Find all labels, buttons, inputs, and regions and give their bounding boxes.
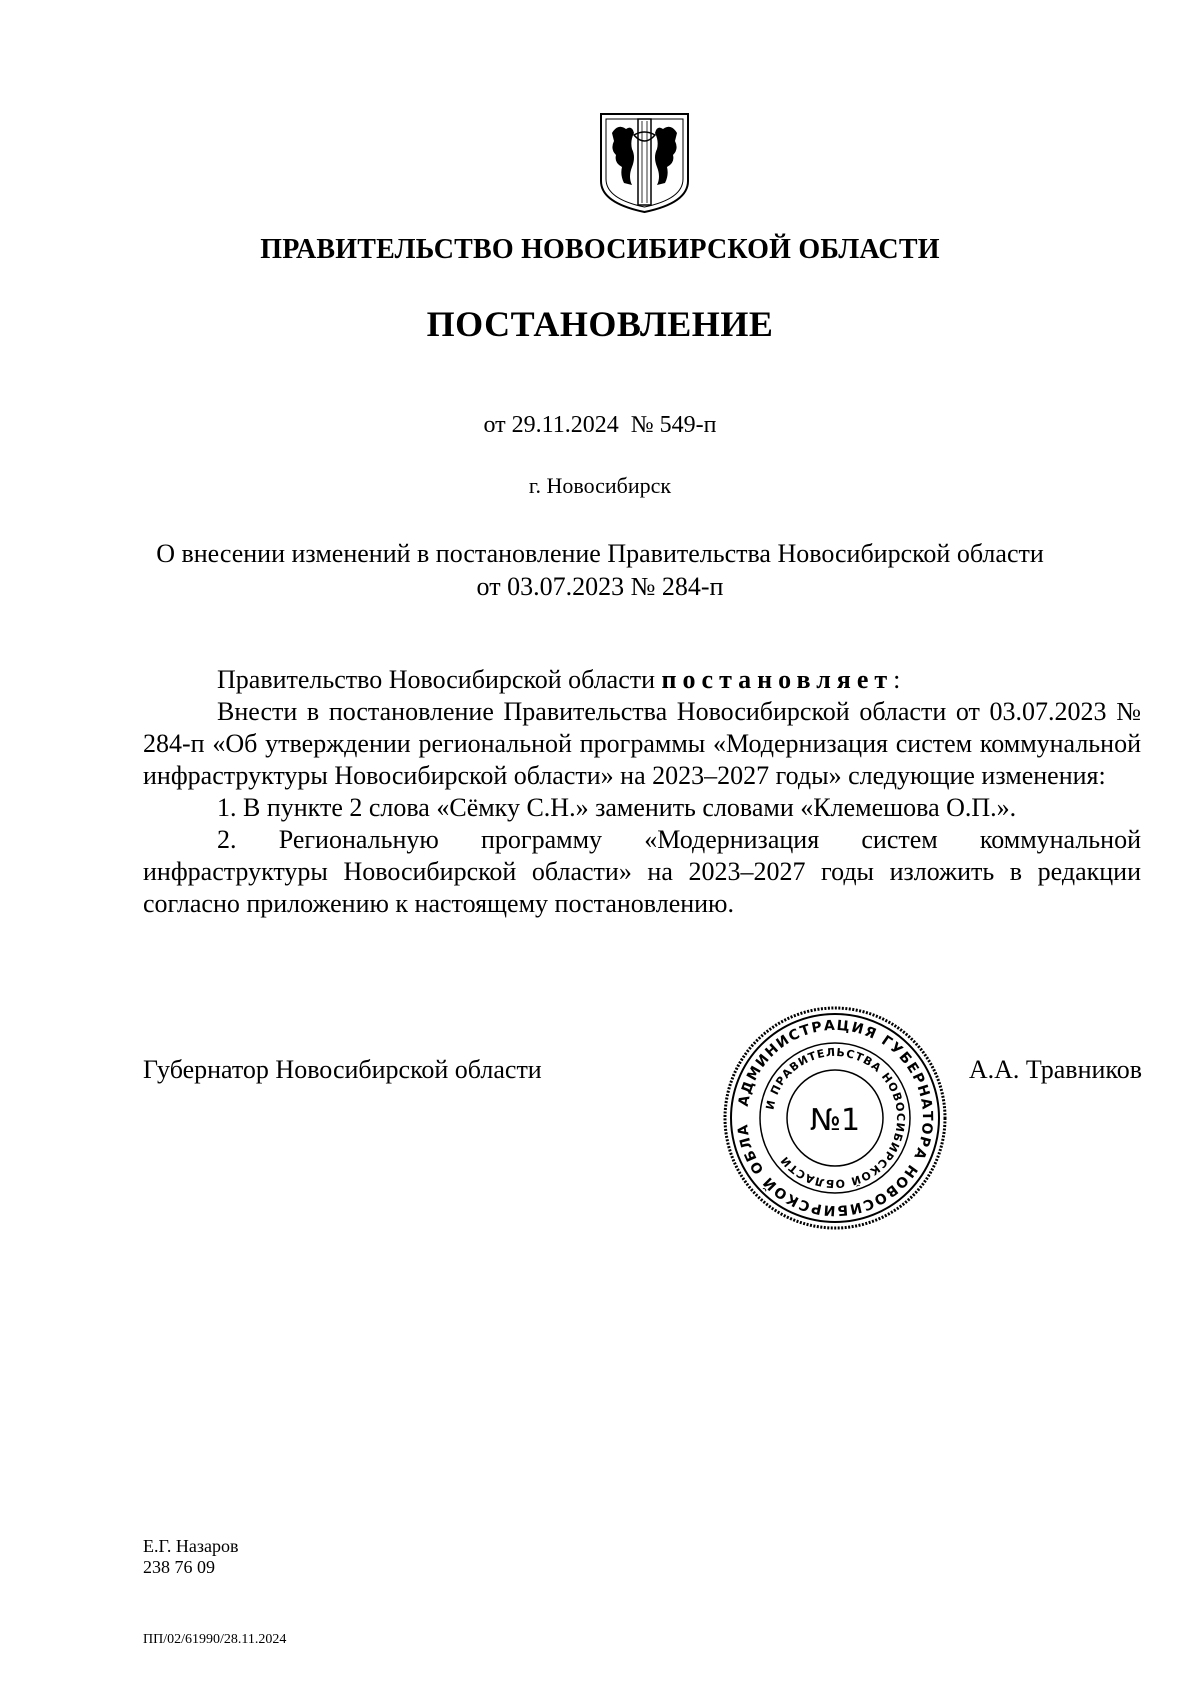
preamble-end: : (893, 665, 901, 694)
preamble-verb: постановляет (661, 665, 894, 694)
subject-line-2: от 03.07.2023 № 284-п (476, 572, 724, 601)
preamble (143, 664, 1141, 696)
city-label: г. Новосибирск (528, 473, 672, 498)
intro-paragraph: Внести в постановление Правительства Новосибирской области от 03.07.2023 № 284-п «Об утверждении региональной программы «Модернизация систем коммунальной инфраструктуры Новосибирской области» на 2023–2027 годы» следующие изменения: (143, 697, 1141, 790)
organization-title: ПРАВИТЕЛЬСТВО НОВОСИБИРСКОЙ ОБЛАСТИ (260, 234, 940, 265)
document-subject (0, 537, 1200, 603)
preamble-text: Правительство Новосибирской области (217, 665, 662, 694)
seal-inner-text: И ПРАВИТЕЛЬСТВА НОВОСИБИРСКОЙ ОБЛАСТИ (763, 1045, 908, 1191)
item-2-paragraph: 2. Региональную программу «Модернизация систем коммунальной инфраструктуры Новосибирской области» на 2023–2027 годы изложить в редакции согласно приложению к настоящему постановлению. (143, 825, 1141, 918)
subject-line-1: О внесении изменений в постановление Правительства Новосибирской области (156, 539, 1044, 568)
coat-of-arms-emblem (598, 111, 691, 214)
seal-outer-text: АДМИНИСТРАЦИЯ ГУБЕРНАТОРА НОВОСИБИРСКОЙ ОБЛА (735, 1017, 936, 1219)
seal-number: №1 (809, 1103, 861, 1138)
executor-name: Е.Г. Назаров (143, 1536, 239, 1556)
registration-code: ПП/02/61990/28.11.2024 (143, 1632, 287, 1647)
signatory-title: Губернатор Новосибирской области (143, 1055, 542, 1084)
official-seal (722, 1005, 948, 1231)
document-type-heading: ПОСТАНОВЛЕНИЕ (426, 304, 774, 344)
executor-phone: 238 76 09 (143, 1557, 215, 1577)
document-body (143, 664, 1141, 920)
signatory-name: А.А. Травников (968, 1055, 1142, 1084)
item-1-paragraph: 1. В пункте 2 слова «Сёмку С.Н.» заменить словами «Клемешова О.П.». (217, 793, 1017, 822)
date-and-number: от 29.11.2024 № 549-п (483, 412, 717, 438)
executor-info (143, 1536, 238, 1578)
